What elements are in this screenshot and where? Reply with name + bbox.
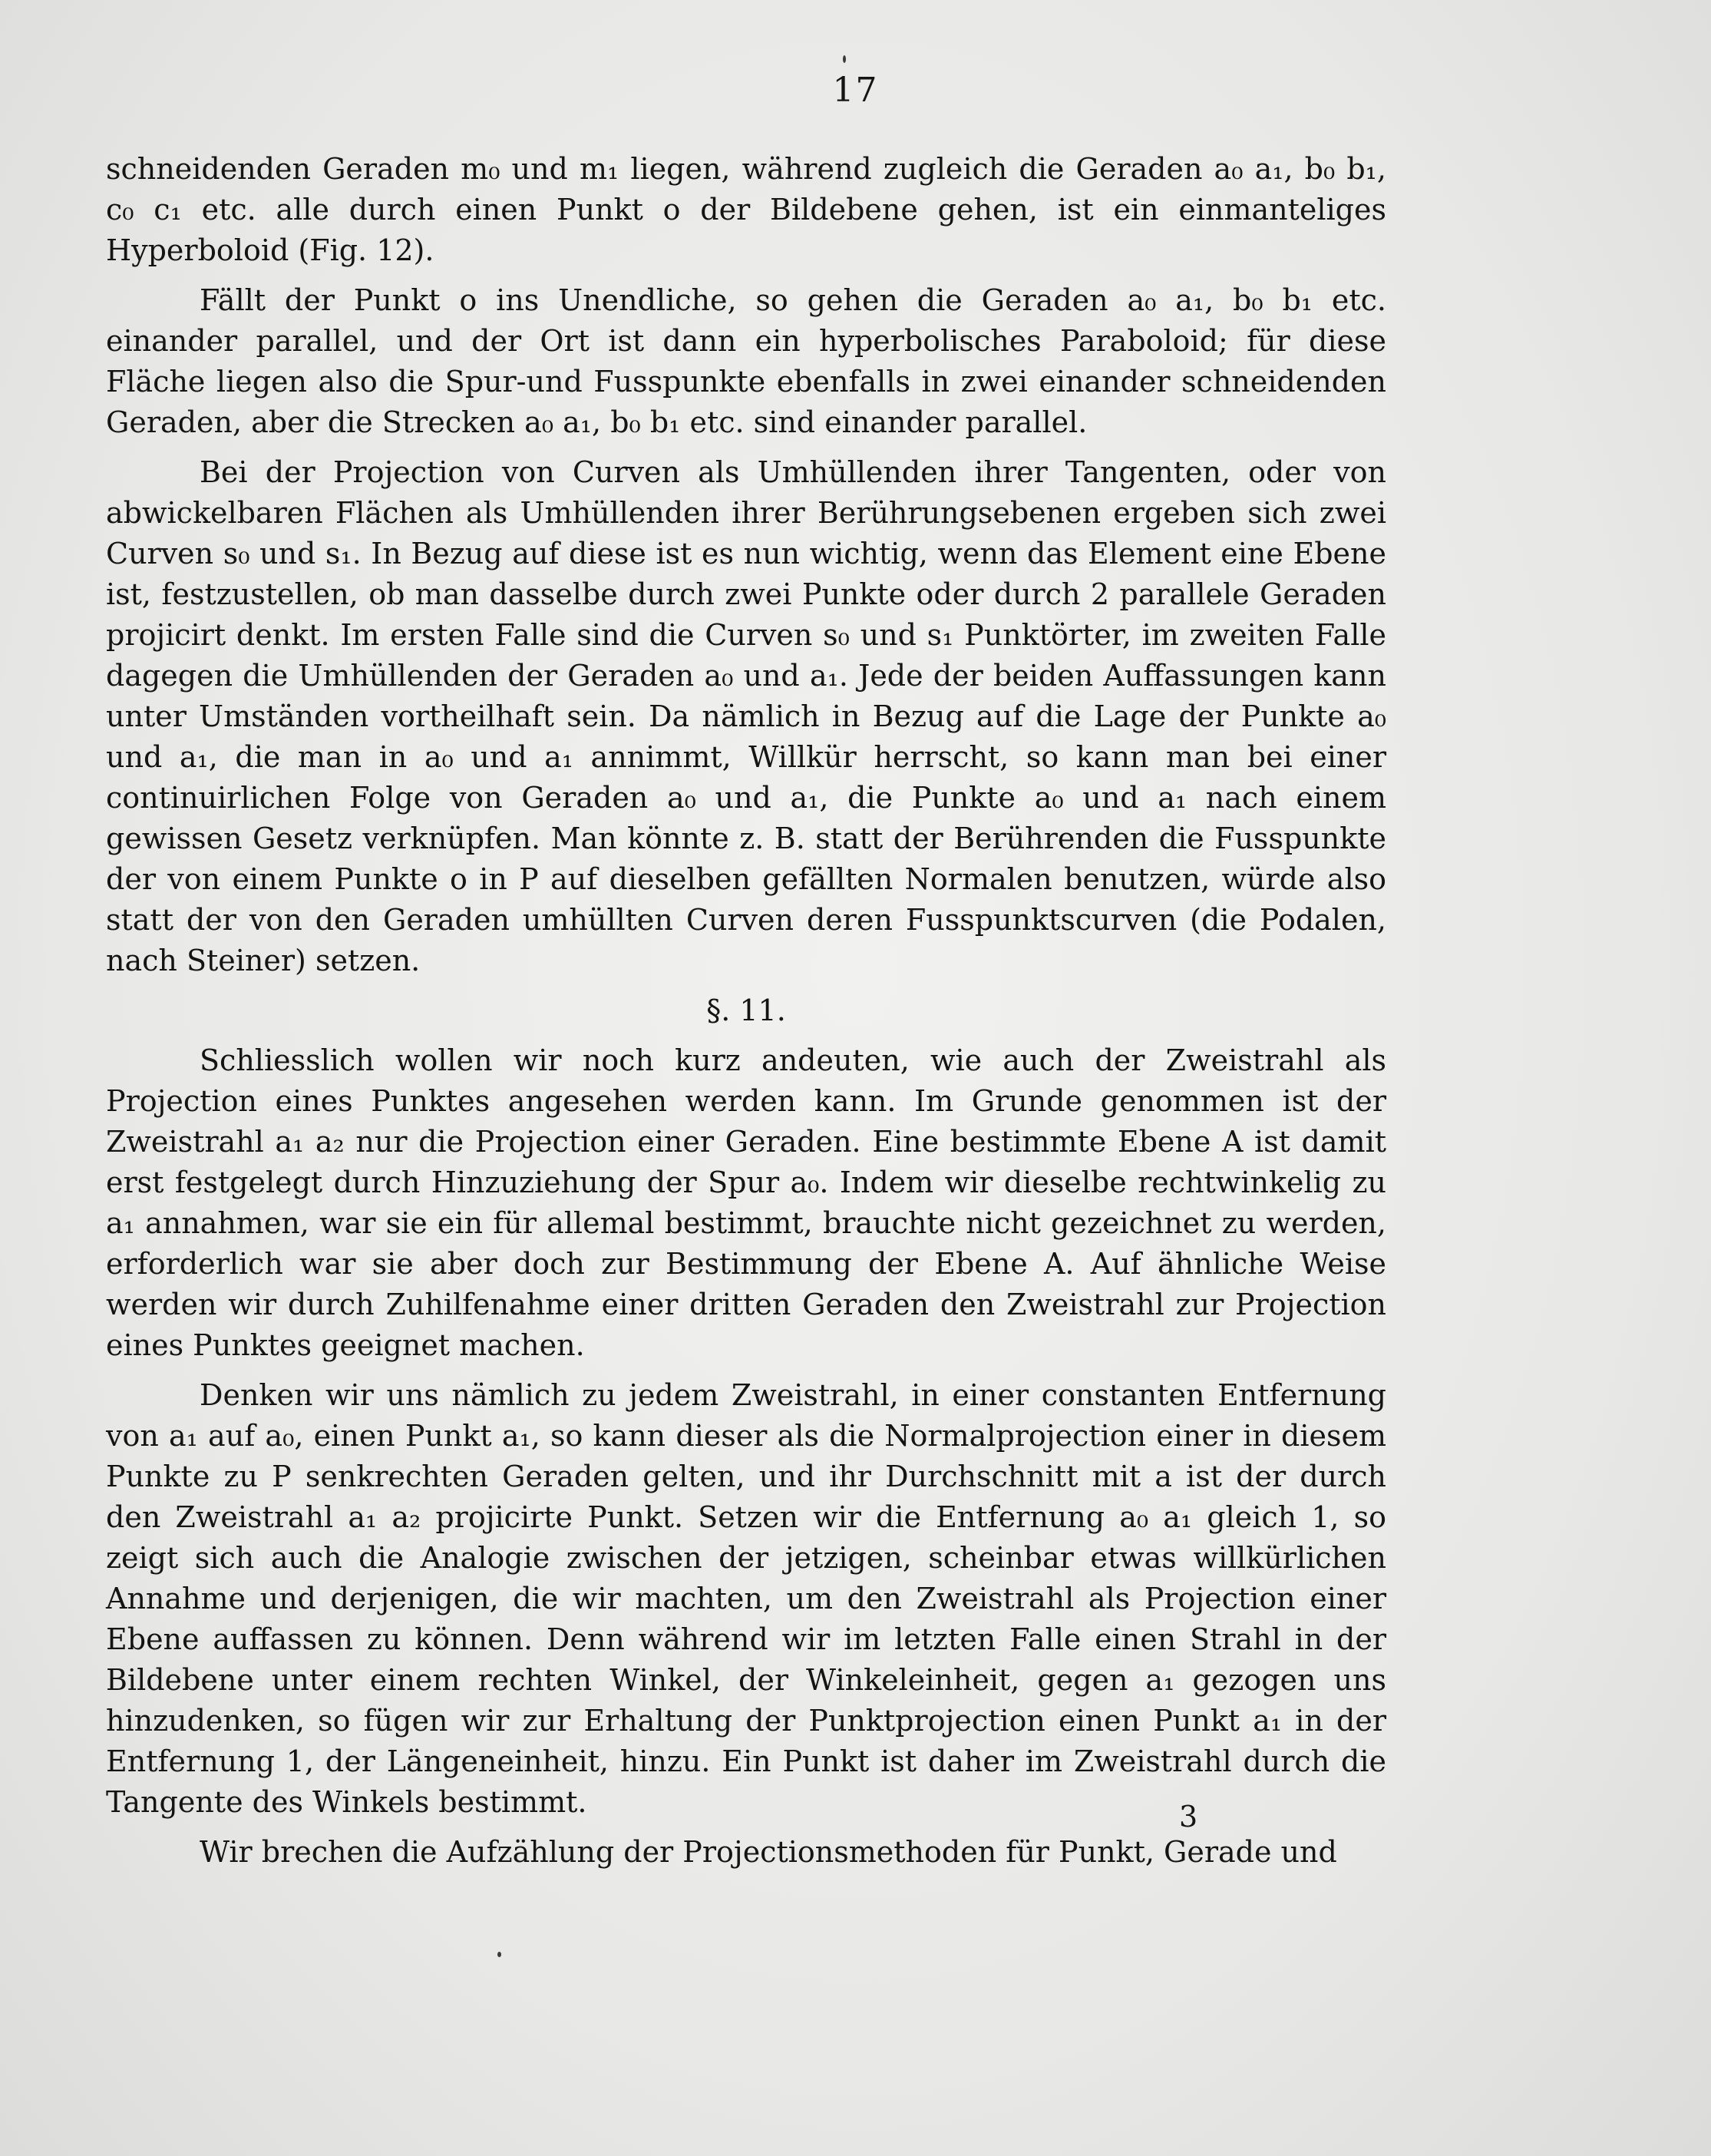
paragraph-curves: Bei der Projection von Curven als Umhüllenden ihrer Tangenten, oder von abwickelbaren Flächen als Umhüllenden ihrer Berührungsebenen ergeben sich zwei Curven s₀ und s₁. In Bezug auf diese ist es nun wichtig, wenn das Element eine Ebene ist, festzustellen, ob man dasselbe durch zwei Punkte oder durch 2 parallele Geraden projicirt denkt. Im ersten Falle sind die Curven s₀ und s₁ Punktörter, im zweiten Falle dagegen die Umhüllenden der Geraden a₀ und a₁. Jede der beiden Auffassungen kann unter Umständen vortheilhaft sein. Da nämlich in Bezug auf die Lage der Punkte a₀ und a₁, die man in a₀ und a₁ annimmt, Willkür herrscht, so kann man bei einer continuirlichen Folge von Geraden a₀ und a₁, die Punkte a₀ und a₁ nach einem gewissen Gesetz verknüpfen. Man könnte z. B. statt der Berührenden die Fusspunkte der von einem Punkte o in P auf dieselben gefällten Normalen benutzen, würde also statt der von den Geraden umhüllten Curven deren Fusspunktscurven (die Podalen, nach Steiner) setzen.: [106, 455, 1386, 977]
paragraph-continuation: schneidenden Geraden m₀ und m₁ liegen, während zugleich die Geraden a₀ a₁, b₀ b₁, c₀ c₁ etc. alle durch einen Punkt o der Bildebene gehen, ist ein einmanteliges Hyperboloid (Fig. 12).: [106, 152, 1386, 267]
paragraph-paraboloid: Fällt der Punkt o ins Unendliche, so gehen die Geraden a₀ a₁, b₀ b₁ etc. einander parallel, und der Ort ist dann ein hyperbolisches Paraboloid; für diese Fläche liegen also die Spur-und Fusspunkte ebenfalls in zwei einander schneidenden Geraden, aber die Strecken a₀ a₁, b₀ b₁ etc. sind einander parallel.: [106, 283, 1386, 439]
body-text: [106, 149, 1386, 1882]
section-heading: §. 11.: [706, 994, 786, 1027]
paragraph-closing: Wir brechen die Aufzählung der Projectionsmethoden für Punkt, Gerade und: [200, 1835, 1337, 1869]
page-number: 17: [832, 71, 879, 110]
print-speck: [843, 55, 846, 63]
signature-mark: 3: [1179, 1800, 1198, 1834]
print-speck: [497, 1952, 501, 1957]
paragraph-zweistrahl: Schliesslich wollen wir noch kurz andeuten, wie auch der Zweistrahl als Projection eines Punktes angesehen werden kann. Im Grunde genommen ist der Zweistrahl a₁ a₂ nur die Projection einer Geraden. Eine bestimmte Ebene A ist damit erst festgelegt durch Hinzuziehung der Spur a₀. Indem wir dieselbe rechtwinkelig zu a₁ annahmen, war sie ein für allemal bestimmt, brauchte nicht gezeichnet zu werden, erforderlich war sie aber doch zur Bestimmung der Ebene A. Auf ähnliche Weise werden wir durch Zuhilfenahme einer dritten Geraden den Zweistrahl zur Projection eines Punktes geeignet machen.: [106, 1043, 1386, 1362]
paragraph-normalprojection: Denken wir uns nämlich zu jedem Zweistrahl, in einer constanten Entfernung von a₁ auf a₀, einen Punkt a₁, so kann dieser als die Normalprojection einer in diesem Punkte zu P senkrechten Geraden gelten, und ihr Durchschnitt mit a ist der durch den Zweistrahl a₁ a₂ projicirte Punkt. Setzen wir die Entfernung a₀ a₁ gleich 1, so zeigt sich auch die Analogie zwischen der jetzigen, scheinbar etwas willkürlichen Annahme und derjenigen, die wir machten, um den Zweistrahl als Projection einer Ebene auffassen zu können. Denn während wir im letzten Falle einen Strahl in der Bildebene unter einem rechten Winkel, der Winkeleinheit, gegen a₁ gezogen uns hinzudenken, so fügen wir zur Erhaltung der Punktprojection einen Punkt a₁ in der Entfernung 1, der Längeneinheit, hinzu. Ein Punkt ist daher im Zweistrahl durch die Tangente des Winkels bestimmt.: [106, 1378, 1386, 1819]
